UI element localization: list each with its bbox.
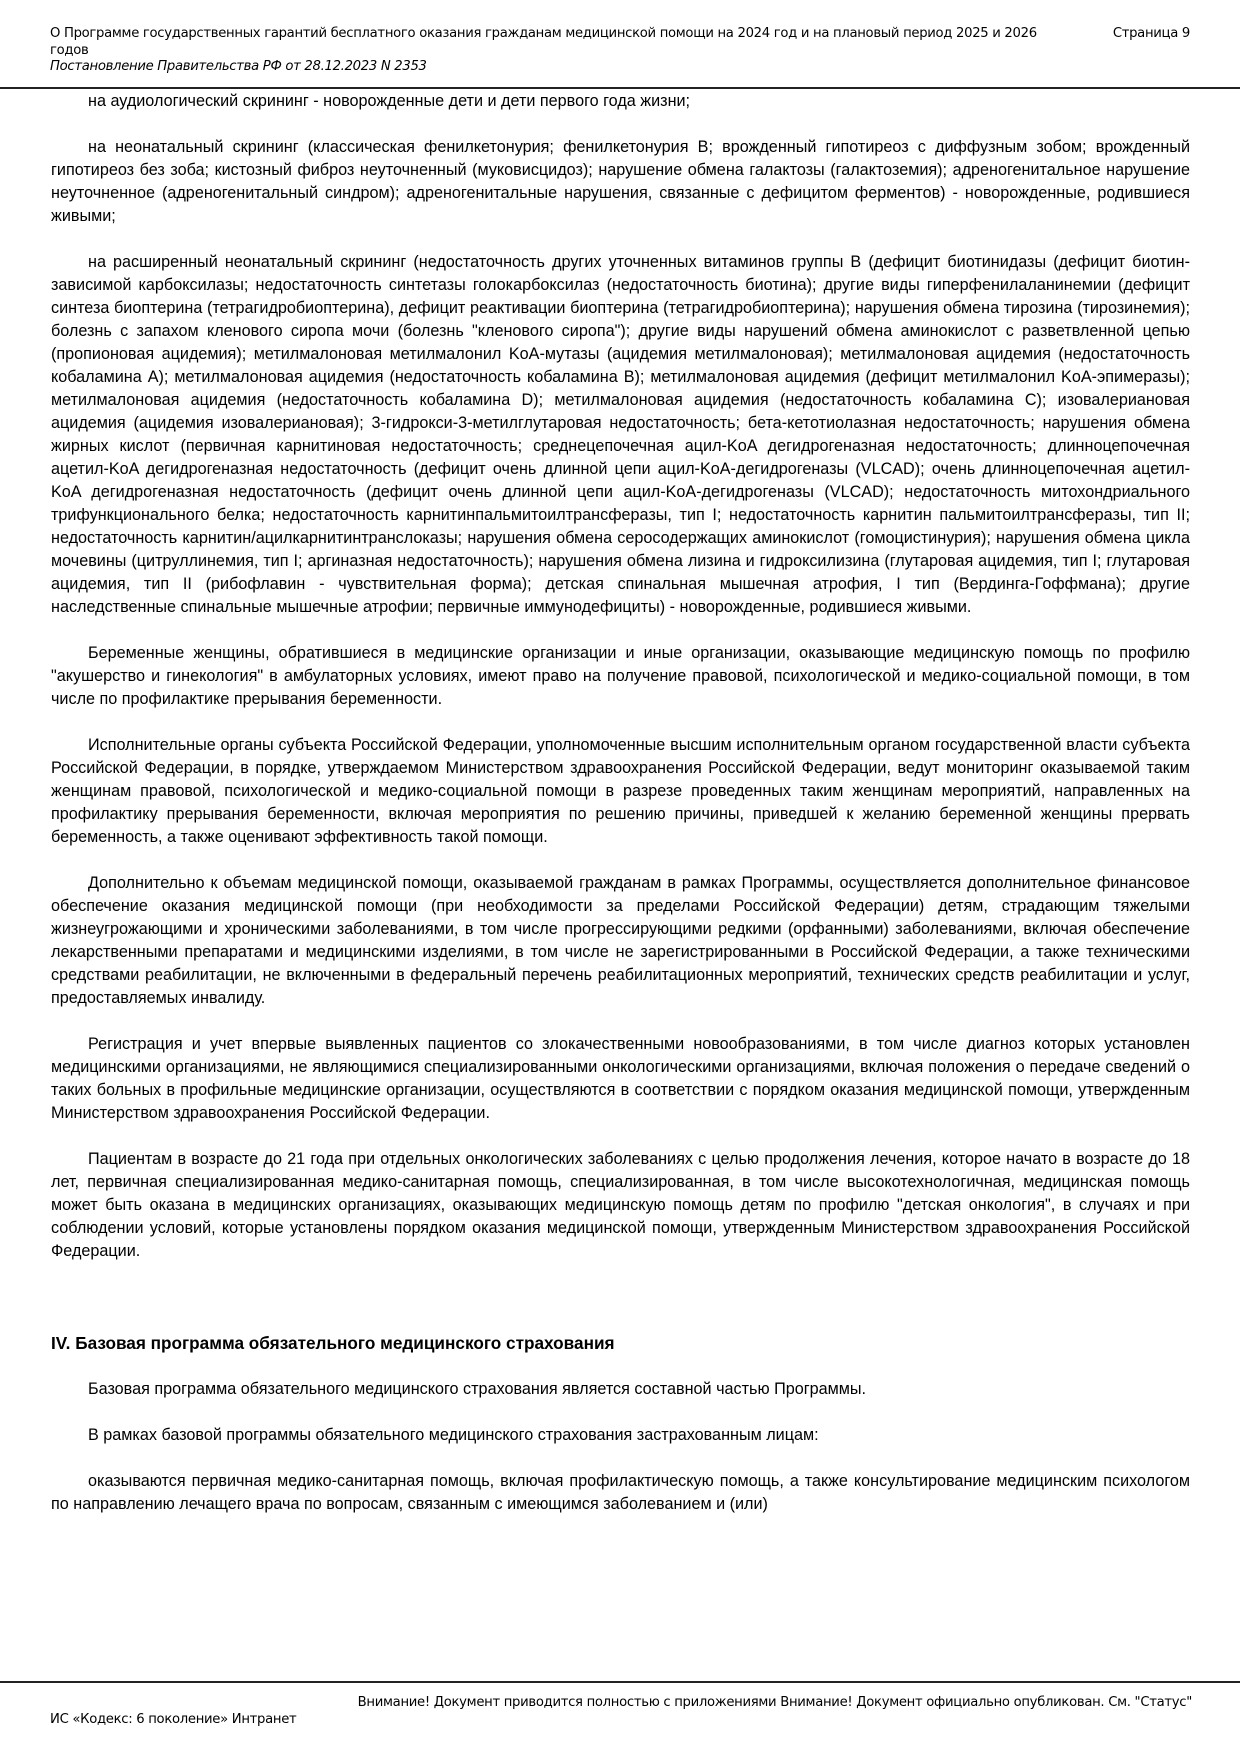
paragraph: Базовая программа обязательного медицинского страхования является составной частью Программы. xyxy=(88,1380,867,1398)
paragraph: Дополнительно к объемам медицинской помощи, оказываемой гражданам в рамках Программы, осуществляется дополнительное финансовое обеспечение оказания медицинской помощи (при необходимости за пределами Российской Федерации) детям, страдающим тяжелыми жизнеугрожающими и хроническими заболеваниями, в том числе прогрессирующими редкими (орфанными) заболеваниями, включая обеспечение лекарственными препаратами и медицинскими изделиями, в том числе не зарегистрированными в Российской Федерации, а также техническими средствами реабилитации, не включенными в федеральный перечень реабилитационных мероприятий, технических средств реабилитации и услуг, предоставляемых инвалиду. xyxy=(51,874,1190,1007)
footer-system: ИС «Кодекс: 6 поколение» Интранет xyxy=(50,1712,297,1727)
paragraph: Исполнительные органы субъекта Российской Федерации, уполномоченные высшим исполнительным органом государственной власти субъекта Российской Федерации, в порядке, утверждаемом Министерством здравоохранения Российской Федерации, ведут мониторинг оказываемой таким женщинам правовой, психологической и медико-социальной помощи в разрезе проведенных таким женщинам мероприятий, направленных на профилактику прерывания беременности, включая мероприятия по решению причины, приведшей к желанию беременной женщины прервать беременность, а также оценивают эффективность такой помощи. xyxy=(51,736,1190,846)
decree-reference: Постановление Правительства РФ от 28.12.2023 N 2353 xyxy=(50,59,427,74)
header-divider xyxy=(0,87,1240,89)
paragraph: В рамках базовой программы обязательного медицинского страхования застрахованным лицам: xyxy=(88,1426,819,1444)
page-number: Страница 9 xyxy=(1112,26,1190,41)
paragraph: Пациентам в возрасте до 21 года при отдельных онкологических заболеваниях с целью продолжения лечения, которое начато в возрасте до 18 лет, первичная специализированная медико-санитарная помощь, специализированная, в том числе высокотехнологичная, медицинская помощь может быть оказана в медицинских организациях, оказывающих медицинскую помощь детям по профилю "детская онкология", в случаях и при соблюдении условий, которые установлены порядком оказания медицинской помощи, утвержденным Министерством здравоохранения Российской Федерации. xyxy=(51,1150,1190,1260)
paragraph: Регистрация и учет впервые выявленных пациентов со злокачественными новообразованиями, в том числе диагноз которых установлен медицинскими организациями, не являющимися специализированными онкологическими организациями, включая положения о передаче сведений о таких больных в профильные медицинские организации, осуществляются в соответствии с порядком оказания медицинской помощи, утвержденным Министерством здравоохранения Российской Федерации. xyxy=(51,1035,1190,1122)
paragraph: на аудиологический скрининг - новорожденные дети и дети первого года жизни; xyxy=(88,92,691,110)
section-heading: IV. Базовая программа обязательного медицинского страхования xyxy=(51,1333,615,1353)
paragraph: Беременные женщины, обратившиеся в медицинские организации и иные организации, оказывающие медицинскую помощь по профилю "акушерство и гинекология" в амбулаторных условиях, имеют право на получение правовой, психологической и медико-социальной помощи, в том числе по профилактике прерывания беременности. xyxy=(51,644,1190,708)
paragraph: на неонатальный скрининг (классическая фенилкетонурия; фенилкетонурия B; врожденный гипотиреоз с диффузным зобом; врожденный гипотиреоз без зоба; кистозный фиброз неуточненный (муковисцидоз); нарушение обмена галактозы (галактоземия); адреногенитальное нарушение неуточненное (адреногенитальный синдром); адреногенитальные нарушения, связанные с дефицитом ферментов) - новорожденные, родившиеся живыми; xyxy=(51,138,1190,225)
document-title: О Программе государственных гарантий бесплатного оказания гражданам медицинской помощи на 2024 год и на плановый период 2025 и 2026 годов xyxy=(50,26,1037,58)
page-footer xyxy=(50,1694,1192,1728)
document-body xyxy=(51,90,1190,1516)
footer-notice: Внимание! Документ приводится полностью с приложениями Внимание! Документ официально опубликован. См. "Статус" xyxy=(357,1695,1192,1710)
paragraph: на расширенный неонатальный скрининг (недостаточность других уточненных витаминов группы B (дефицит биотинидазы (дефицит биотин-зависимой карбоксилазы; недостаточность синтетазы голокарбоксилаз (недостаточность биотина); другие виды гиперфенилаланинемии (дефицит синтеза биоптерина (тетрагидробиоптерина), дефицит реактивации биоптерина (тетрагидробиоптерина); нарушения обмена тирозина (тирозинемия); болезнь с запахом кленового сиропа мочи (болезнь "кленового сиропа"); другие виды нарушений обмена аминокислот с разветвленной цепью (пропионовая ацидемия); метилмалоновая метилмалонил KoA-мутазы (ацидемия метилмалоновая); метилмалоновая ацидемия (недостаточность кобаламина A); метилмалоновая ацидемия (недостаточность кобаламина B); метилмалоновая ацидемия (дефицит метилмалонил KoA-эпимеразы); метилмалоновая ацидемия (недостаточность кобаламина D); метилмалоновая ацидемия (недостаточность кобаламина C); изовалериановая ацидемия (ацидемия изовалериановая); 3-гидрокси-3-метилглутаровая недостаточность; бета-кетотиолазная недостаточность; нарушения обмена жирных кислот (первичная карнитиновая недостаточность; среднецепочечная ацил-KoA дегидрогеназная недостаточность; длинноцепочечная ацетил-KoA дегидрогеназная недостаточность (дефицит очень длинной цепи ацил-KoA-дегидрогеназы (VLCAD); очень длинноцепочечная ацетил-KoA дегидрогеназная недостаточность (дефицит очень длинной цепи ацил-KoA-дегидрогеназы (VLCAD); недостаточность митохондриального трифункционального белка; недостаточность карнитинпальмитоилтрансферазы, тип I; недостаточность карнитин пальмитоилтрансферазы, тип II; недостаточность карнитин/ацилкарнитинтранслоказы; нарушения обмена серосодержащих аминокислот (гомоцистинурия); нарушения обмена цикла мочевины (цитруллинемия, тип I; аргиназная недостаточность); нарушения обмена лизина и гидроксилизина (глутаровая ацидемия, тип I; глутаровая ацидемия, тип II (рибофлавин - чувствительная форма); детская спинальная мышечная атрофия, I тип (Вердинга-Гоффмана); другие наследственные спинальные мышечные атрофии; первичные иммунодефициты) - новорожденные, родившиеся живыми. xyxy=(51,253,1190,616)
page-header xyxy=(50,26,1190,76)
paragraph: оказываются первичная медико-санитарная помощь, включая профилактическую помощь, а также консультирование медицинским психологом по направлению лечащего врача по вопросам, связанным с имеющимся заболеванием и (или) xyxy=(51,1472,1190,1513)
footer-divider xyxy=(0,1681,1240,1683)
